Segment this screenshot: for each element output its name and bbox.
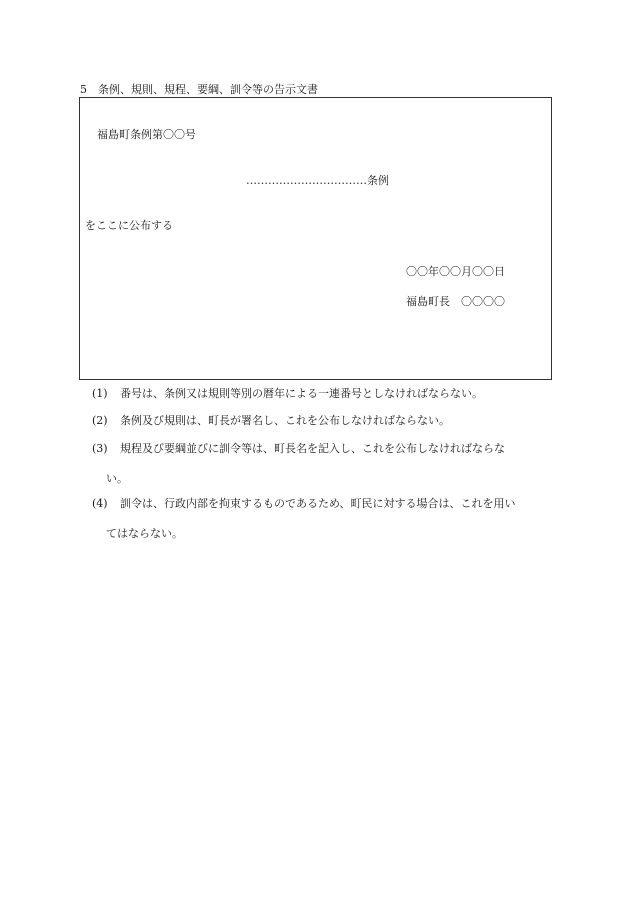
note-text: 番号は、条例又は規則等別の暦年による一連番号としなければならない。 (120, 387, 483, 400)
note-text: 規程及び要綱並びに訓令等は、町長名を記入し、これを公布しなければならな (120, 442, 505, 455)
note-item (92, 489, 552, 519)
note-item (92, 379, 552, 409)
ordinance-title: ……………………………条例 (246, 174, 389, 187)
note-number: (1) (92, 387, 108, 400)
note-text-continuation: い。 (106, 472, 128, 485)
promulgation-text: をここに公布する (85, 219, 173, 232)
note-item (92, 406, 552, 436)
note-text-continuation: てはならない。 (106, 527, 183, 540)
notice-template-box (79, 97, 552, 380)
note-text: 訓令は、行政内部を拘束するものであるため、町民に対する場合は、これを用い (120, 497, 516, 510)
note-item (92, 434, 552, 464)
promulgation-date: 〇〇年〇〇月〇〇日 (406, 265, 505, 278)
note-text: 条例及び規則は、町長が署名し、これを公布しなければならない。 (120, 414, 450, 427)
ordinance-number: 福島町条例第〇〇号 (97, 128, 196, 141)
note-number: (4) (92, 497, 108, 510)
section-heading: 5 条例、規則、規程、要綱、訓令等の告示文書 (80, 83, 318, 96)
note-number: (2) (92, 414, 108, 427)
note-number: (3) (92, 442, 108, 455)
mayor-signature: 福島町長 〇〇〇〇 (406, 295, 505, 308)
